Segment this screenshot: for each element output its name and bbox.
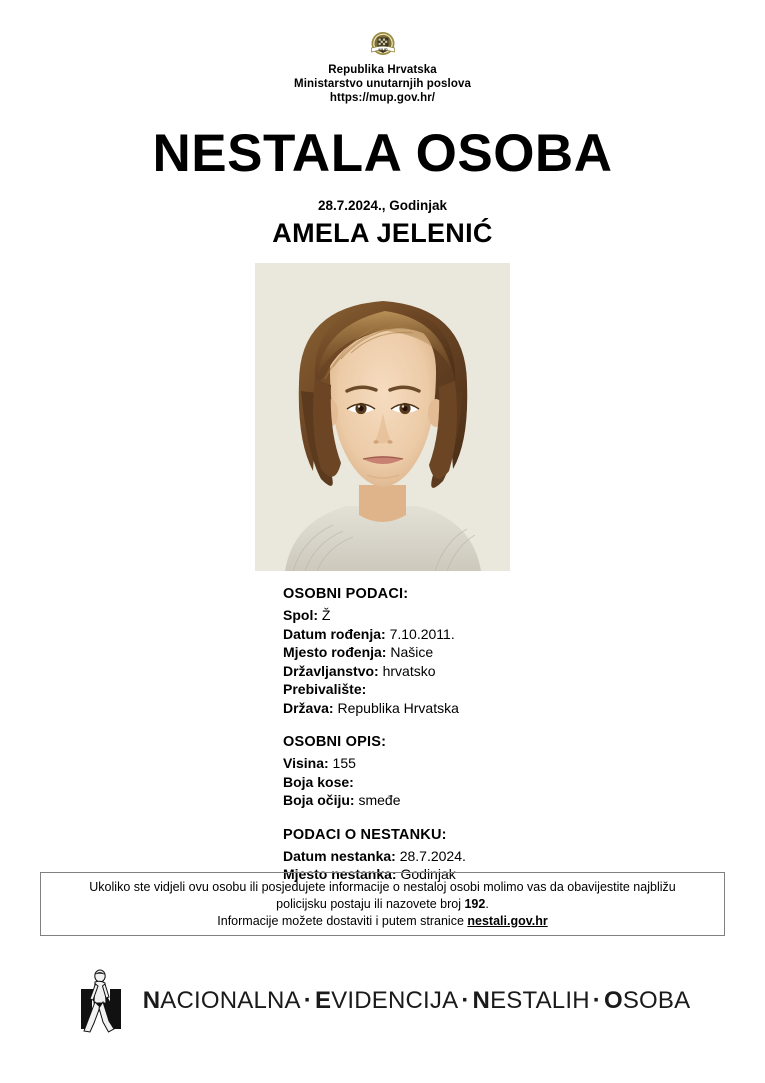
field-label: Država: xyxy=(283,699,334,716)
notice-line-3-before: Informacije možete dostaviti i putem stranice xyxy=(217,913,468,928)
field-mjesto-rodenja xyxy=(283,643,765,662)
croatian-coat-of-arms-icon xyxy=(368,31,398,59)
field-value: Našice xyxy=(390,644,434,660)
footer-logotype xyxy=(143,987,691,1015)
field-spol xyxy=(283,606,765,625)
footer-word-3: NESTALIH xyxy=(472,987,590,1014)
footer-word-1: NACIONALNA xyxy=(142,987,301,1014)
svg-text:MUP: MUP xyxy=(377,47,388,53)
field-visina xyxy=(283,754,765,773)
footer xyxy=(0,965,765,1037)
header-url: https://mup.gov.hr/ xyxy=(329,92,436,104)
field-value: Ž xyxy=(321,607,331,623)
notice-line-1: Ukoliko ste vidjeli ovu osobu ili posjedujete informacije o nestaloj osobi molimo vas da obavijestite najbližu xyxy=(89,879,676,894)
field-label: Boja kose: xyxy=(283,773,354,790)
field-drzava xyxy=(283,699,765,718)
field-drzavljanstvo xyxy=(283,662,765,681)
field-datum-nestanka xyxy=(283,847,765,866)
emergency-number: 192 xyxy=(464,896,486,911)
photo-container xyxy=(0,263,765,571)
footer-word-4: OSOBA xyxy=(603,987,691,1014)
field-value: Republika Hrvatska xyxy=(337,699,459,716)
notice-line-2-after: . xyxy=(485,896,489,911)
section-title: OSOBNI OPIS: xyxy=(283,734,387,750)
field-value: 155 xyxy=(332,755,356,771)
footer-separator-2: · xyxy=(461,987,470,1014)
missing-person-photo xyxy=(255,263,510,571)
poster-header xyxy=(0,0,765,105)
field-boja-ociju xyxy=(283,791,765,810)
field-prebivaliste xyxy=(283,680,765,699)
subject-name: AMELA JELENIĆ xyxy=(272,218,493,248)
notice-line-3 xyxy=(203,913,561,930)
page-title: NESTALA OSOBA xyxy=(152,124,613,183)
field-label: Državljanstvo: xyxy=(283,662,379,679)
nestali-website-link[interactable]: nestali.gov.hr xyxy=(467,913,548,928)
field-label: Datum nestanka: xyxy=(283,847,396,864)
notice-line-2-before: policijsku postaju ili nazovete broj xyxy=(276,896,465,911)
field-value: Godinjak xyxy=(400,866,456,882)
field-value: smeđe xyxy=(358,792,401,808)
field-label: Spol: xyxy=(283,607,318,623)
header-text-block xyxy=(0,63,765,105)
subject-date-place: 28.7.2024., Godinjak xyxy=(317,198,448,213)
field-label: Visina: xyxy=(283,755,329,771)
subject-block xyxy=(0,197,765,249)
footer-separator-3: · xyxy=(592,987,601,1014)
section-title: PODACI O NESTANKU: xyxy=(283,826,447,843)
field-value: 28.7.2024. xyxy=(399,847,466,864)
section-title: OSOBNI PODACI: xyxy=(283,586,409,602)
field-datum-rodenja xyxy=(283,625,765,644)
footer-word-2: EVIDENCIJA xyxy=(314,987,459,1014)
emblem-container xyxy=(0,30,765,60)
walking-person-n-logo-icon xyxy=(75,965,127,1037)
details-container xyxy=(0,584,765,884)
footer-separator-1: · xyxy=(303,987,312,1014)
field-value: 7.10.2011. xyxy=(389,625,455,642)
field-label: Mjesto nestanka: xyxy=(283,866,397,882)
section-osobni-podaci xyxy=(283,584,765,717)
field-label: Boja očiju: xyxy=(283,792,355,808)
header-ministry: Ministarstvo unutarnjih poslova xyxy=(294,78,471,90)
notice-line-2 xyxy=(262,896,503,913)
field-value: hrvatsko xyxy=(382,662,436,679)
field-label: Datum rođenja: xyxy=(283,625,386,642)
field-boja-kose xyxy=(283,773,765,792)
field-label: Mjesto rođenja: xyxy=(283,644,387,660)
section-osobni-opis xyxy=(283,732,765,810)
contact-notice-box xyxy=(40,872,725,936)
field-label: Prebivalište: xyxy=(283,681,367,697)
header-country: Republika Hrvatska xyxy=(328,64,437,76)
